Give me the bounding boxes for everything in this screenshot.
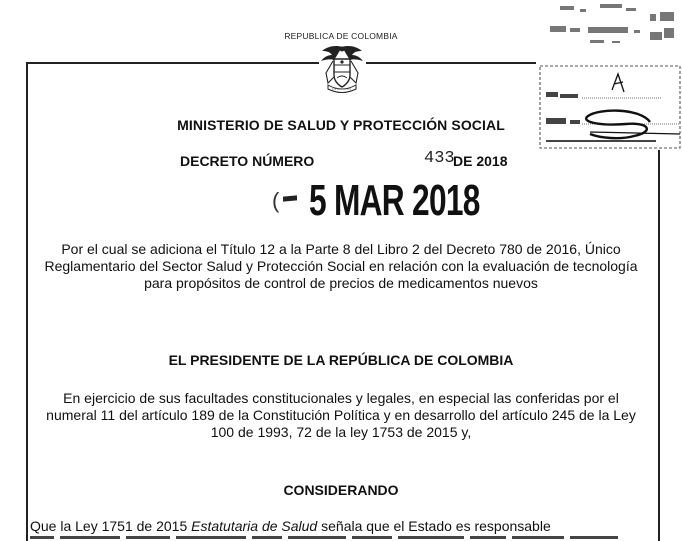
document-border-top-right — [366, 62, 536, 64]
paragraph-text-italic: Estatutaria de Salud — [191, 518, 318, 534]
document-border-left — [26, 62, 28, 541]
decree-number: 433 — [424, 149, 455, 168]
considerando-heading: CONSIDERANDO — [283, 482, 399, 498]
considerando-paragraph — [30, 518, 670, 535]
decree-summary: Por el cual se adiciona el Título 12 a la Parte 8 del Libro 2 del Decreto 780 de 2016, Único Reglamentario del Sector Salud y Protección Social en relación con la evaluación de tecnología para propósitos de control de precios de medicamentos nuevos — [44, 241, 638, 291]
exercise-paragraph: En ejercicio de sus facultades constitucionales y legales, en especial las conferidas por el numeral 11 del artículo 189 de la Constitución Política y en desarrollo del artículo 245 de la Ley 100 de 1993, 72 de la ley 1753 de 2015 y, — [46, 390, 636, 440]
republica-label: REPUBLICA DE COLOMBIA — [284, 31, 398, 41]
decree-date: 5 MAR 2018 — [309, 176, 480, 225]
date-stamp — [0, 174, 682, 226]
ministry-title: MINISTERIO DE SALUD Y PROTECCIÓN SOCIAL — [177, 117, 505, 133]
coat-of-arms-icon — [318, 43, 366, 95]
paragraph-text-post: señala que el Estado es responsable — [317, 518, 551, 534]
paragraph-text-pre: Que la Ley 1751 de 2015 — [30, 518, 192, 534]
decree-year: DE 2018 — [453, 153, 508, 169]
date-dash — [283, 195, 297, 201]
date-open-paren: ( — [272, 188, 280, 213]
decree-label: DECRETO NÚMERO — [180, 153, 315, 169]
document-border-top — [26, 62, 319, 64]
next-line-cutoff — [30, 536, 650, 541]
president-heading: EL PRESIDENTE DE LA REPÚBLICA DE COLOMBIA — [168, 352, 514, 368]
decree-row — [0, 149, 682, 173]
